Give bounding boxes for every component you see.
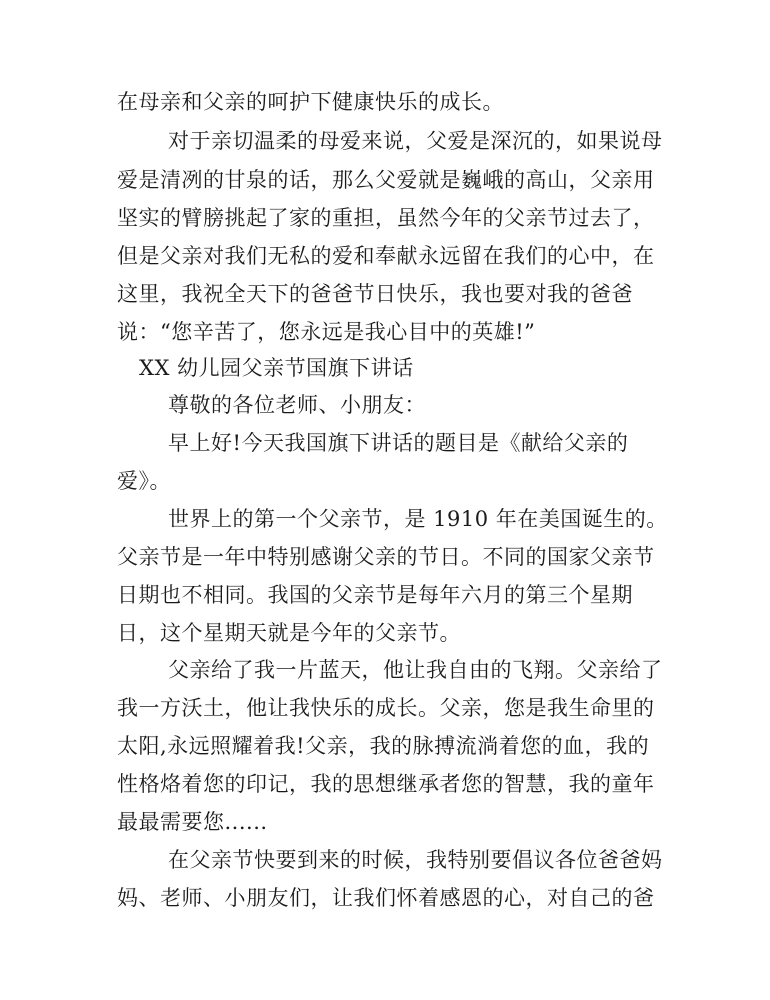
text-line: 日期也不相同。我国的父亲节是每年六月的第三个星期 bbox=[117, 583, 633, 607]
section-heading: XX 幼儿园父亲节国旗下讲话 bbox=[139, 356, 414, 380]
text-line: 但是父亲对我们无私的爱和奉献永远留在我们的心中，在 bbox=[117, 244, 655, 268]
text-line: 这里，我祝全天下的爸爸节日快乐，我也要对我的爸爸 bbox=[117, 282, 633, 306]
text-line: 在父亲节快要到来的时候，我特别要倡议各位爸爸妈 bbox=[168, 848, 663, 872]
text-line: 日，这个星期天就是今年的父亲节。 bbox=[117, 621, 461, 645]
text-line: 太阳,永远照耀着我!父亲，我的脉搏流淌着您的血，我的 bbox=[117, 734, 650, 758]
text-line: 父亲节是一年中特别感谢父亲的节日。不同的国家父亲节 bbox=[117, 545, 655, 569]
text-line: 性格烙着您的印记，我的思想继承者您的智慧，我的童年 bbox=[117, 772, 655, 796]
text-line: 爱》。 bbox=[117, 469, 171, 493]
text-line: 对于亲切温柔的母爱来说，父爱是深沉的，如果说母 bbox=[168, 129, 663, 153]
text-line: 世界上的第一个父亲节，是 1910 年在美国诞生的。 bbox=[168, 507, 668, 531]
text-line: 说：“您辛苦了，您永远是我心目中的英雄!” bbox=[117, 320, 536, 344]
text-line: 尊敬的各位老师、小朋友： bbox=[168, 393, 426, 417]
text-line: 父亲给了我一片蓝天，他让我自由的飞翔。父亲给了 bbox=[168, 658, 663, 682]
text-line: 我一方沃土，他让我快乐的成长。父亲，您是我生命里的 bbox=[117, 696, 655, 720]
text-line: 早上好!今天我国旗下讲话的题目是《献给父亲的 bbox=[168, 431, 629, 455]
text-line: 爱是清冽的甘泉的话，那么父爱就是巍峨的高山，父亲用 bbox=[117, 168, 655, 192]
text-line: 在母亲和父亲的呵护下健康快乐的成长。 bbox=[117, 90, 504, 114]
text-line: 妈、老师、小朋友们，让我们怀着感恩的心，对自己的爸 bbox=[117, 886, 655, 910]
text-line: 坚实的臂膀挑起了家的重担，虽然今年的父亲节过去了， bbox=[117, 206, 655, 230]
text-line: 最最需要您...... bbox=[117, 810, 268, 834]
